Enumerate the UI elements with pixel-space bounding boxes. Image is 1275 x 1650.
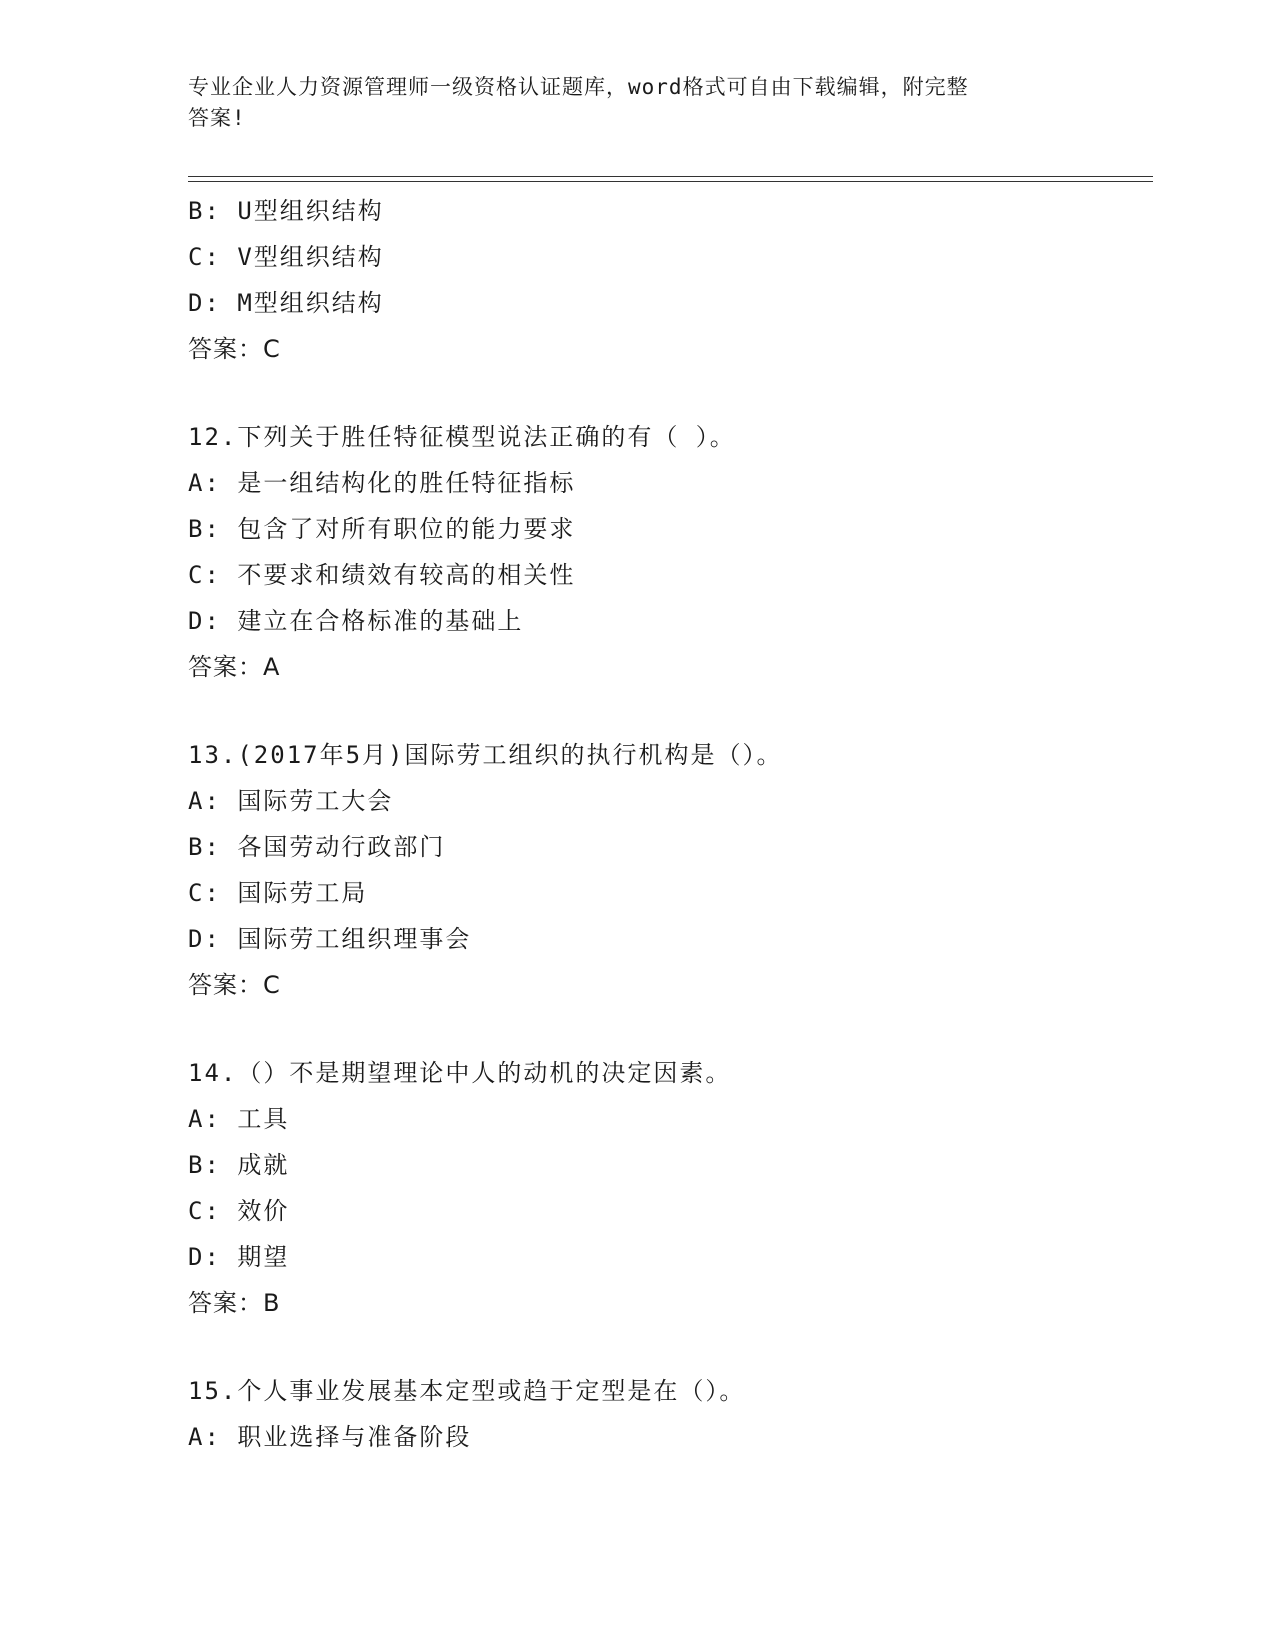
option-line [188,1414,1148,1460]
option-label: C: [188,243,221,271]
option-line [188,188,1148,234]
option-label: D: [188,607,221,635]
option-label: A: [188,1105,221,1133]
option-line [188,1142,1148,1188]
option-text: 建立在合格标准的基础上 [237,607,524,635]
option-line [188,234,1148,280]
answer-line: 答案：C [188,971,281,999]
option-line [188,506,1148,552]
answer-line: 答案：C [188,335,281,363]
answer-line: 答案：A [188,653,281,681]
document-header [188,72,1068,134]
header-divider-bottom [188,181,1153,182]
header-line-2: 答案! [188,106,246,130]
option-text: 成就 [237,1151,290,1179]
question-block-12 [188,414,1148,690]
option-text: 国际劳工组织理事会 [237,925,472,953]
option-text: M型组织结构 [237,289,384,317]
question-block-15 [188,1368,1148,1460]
option-text: 各国劳动行政部门 [237,833,446,861]
option-label: D: [188,925,221,953]
option-line [188,460,1148,506]
option-label: D: [188,1243,221,1271]
option-line [188,778,1148,824]
option-line [188,280,1148,326]
option-text: 国际劳工大会 [237,787,394,815]
question-text: 14.（）不是期望理论中人的动机的决定因素。 [188,1059,732,1087]
option-line [188,824,1148,870]
option-line [188,1188,1148,1234]
option-label: D: [188,289,221,317]
answer-line: 答案：B [188,1289,281,1317]
option-text: 期望 [237,1243,290,1271]
option-line [188,552,1148,598]
option-text: V型组织结构 [237,243,384,271]
header-divider-top [188,176,1153,177]
option-text: 效价 [237,1197,290,1225]
option-text: 国际劳工局 [237,879,368,907]
header-line-1: 专业企业人力资源管理师一级资格认证题库，word格式可自由下载编辑，附完整 [188,75,969,99]
option-label: B: [188,833,221,861]
option-label: A: [188,1423,221,1451]
question-text: 15.个人事业发展基本定型或趋于定型是在（）。 [188,1377,746,1405]
option-label: C: [188,879,221,907]
question-block-13 [188,732,1148,1008]
option-text: U型组织结构 [237,197,384,225]
option-label: B: [188,197,221,225]
option-text: 是一组结构化的胜任特征指标 [237,469,576,497]
option-label: B: [188,1151,221,1179]
option-line [188,1234,1148,1280]
question-block-14 [188,1050,1148,1326]
question-list [188,188,1148,1460]
option-label: A: [188,787,221,815]
option-text: 工具 [237,1105,290,1133]
option-line [188,870,1148,916]
question-block-11 [188,188,1148,372]
option-line [188,598,1148,644]
question-text: 13.(2017年5月)国际劳工组织的执行机构是（）。 [188,741,783,769]
option-text: 职业选择与准备阶段 [237,1423,472,1451]
option-line [188,1096,1148,1142]
option-label: C: [188,561,221,589]
question-text: 12.下列关于胜任特征模型说法正确的有（ ）。 [188,423,736,451]
option-label: B: [188,515,221,543]
option-label: C: [188,1197,221,1225]
option-text: 不要求和绩效有较高的相关性 [237,561,576,589]
option-text: 包含了对所有职位的能力要求 [237,515,576,543]
option-line [188,916,1148,962]
option-label: A: [188,469,221,497]
